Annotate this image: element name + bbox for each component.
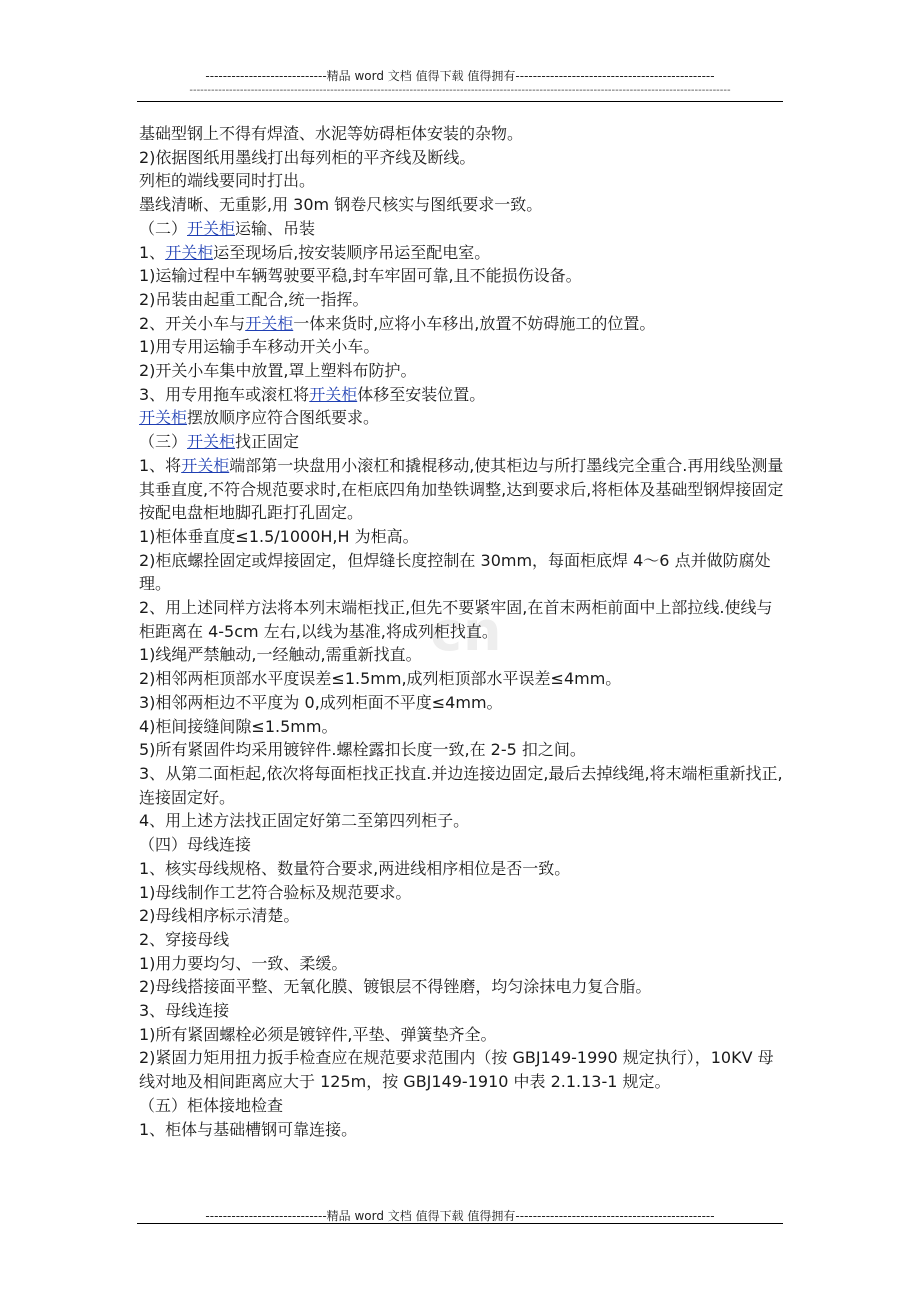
keyword-link[interactable]: 开关柜	[165, 242, 214, 262]
paragraph-text: 4、用上述方法找正固定好第二至第四列柜子。	[139, 811, 470, 831]
paragraph-text: 1)线绳严禁触动,一经触动,需重新找直。	[139, 645, 422, 665]
body-paragraph	[139, 809, 787, 833]
keyword-link[interactable]: 开关柜	[139, 408, 188, 428]
body-paragraph	[139, 335, 787, 359]
paragraph-text: 一体来货时,应将小车移出,放置不妨碍施工的位置。	[293, 313, 656, 333]
body-paragraph	[139, 525, 787, 549]
paragraph-text: 列柜的端线要同时打出。	[139, 171, 316, 191]
page-header-banner: ----------------------------精品 word 文档 值得下载 值得拥有----------------------------------------------	[205, 69, 715, 83]
keyword-link[interactable]: 开关柜	[309, 384, 358, 404]
paragraph-text: （五）柜体接地检查	[139, 1095, 284, 1115]
watermark-text: cn	[430, 600, 503, 663]
body-paragraph	[139, 406, 787, 430]
body-paragraph	[139, 952, 787, 976]
paragraph-text: 1)所有紧固螺栓必须是镀锌件,平垫、弹簧垫齐全。	[139, 1024, 497, 1044]
paragraph-text: 1)用专用运输手车移动开关小车。	[139, 337, 380, 357]
body-paragraph	[139, 217, 787, 241]
paragraph-text: 1、	[139, 242, 166, 262]
body-paragraph	[139, 904, 787, 928]
paragraph-text: 摆放顺序应符合图纸要求。	[187, 408, 380, 428]
keyword-link[interactable]: 开关柜	[187, 432, 236, 452]
paragraph-text: （三）	[139, 432, 188, 452]
body-paragraph	[139, 383, 787, 407]
paragraph-text: 基础型钢上不得有焊渣、水泥等妨碍柜体安装的杂物。	[139, 124, 524, 143]
paragraph-text: 找正固定	[235, 432, 300, 452]
paragraph-text: 1)用力要均匀、一致、柔缓。	[139, 953, 348, 973]
paragraph-text: 3、用专用拖车或滚杠将	[139, 384, 310, 404]
body-paragraph	[139, 288, 787, 312]
paragraph-text: 2)相邻两柜顶部水平度误差≤1.5mm,成列柜顶部水平误差≤4mm。	[139, 669, 622, 689]
paragraph-text: 1)运输过程中车辆驾驶要平稳,封车牢固可靠,且不能损伤设备。	[139, 266, 582, 286]
paragraph-text: 3)相邻两柜边不平度为 0,成列柜面不平度≤4mm。	[139, 692, 503, 712]
body-paragraph	[139, 738, 787, 762]
body-paragraph	[139, 549, 787, 596]
paragraph-text: 2)母线搭接面平整、无氧化膜、镀银层不得锉磨，均匀涂抹电力复合脂。	[139, 977, 652, 997]
paragraph-text: 3、母线连接	[139, 1001, 230, 1021]
page-footer-banner: ----------------------------精品 word 文档 值得下载 值得拥有----------------------------------------------	[205, 1209, 715, 1223]
body-paragraph	[139, 715, 787, 739]
paragraph-text: 2)母线相序标示清楚。	[139, 906, 300, 926]
paragraph-text: 1、将	[139, 455, 182, 475]
body-paragraph	[139, 169, 787, 193]
body-paragraph	[139, 146, 787, 170]
paragraph-text: 1、柜体与基础槽钢可靠连接。	[139, 1119, 358, 1139]
paragraph-text: 体移至安装位置。	[357, 384, 486, 404]
paragraph-text: （二）	[139, 218, 188, 238]
document-body	[139, 122, 787, 1141]
body-paragraph	[139, 643, 787, 667]
paragraph-text: 运至现场后,按安装顺序吊运至配电室。	[213, 242, 491, 262]
paragraph-text: 1、核实母线规格、数量符合要求,两进线相序相位是否一致。	[139, 858, 571, 878]
keyword-link[interactable]: 开关柜	[245, 313, 294, 333]
paragraph-text: 1)柜体垂直度≤1.5/1000H,H 为柜高。	[139, 526, 419, 546]
page-header-dashes: ------------------------------------------------------------------------------------------------------------------------------------------------------	[189, 85, 731, 96]
paragraph-text: （四）母线连接	[139, 835, 252, 855]
body-paragraph	[139, 241, 787, 265]
body-paragraph	[139, 193, 787, 217]
paragraph-text: 2)依据图纸用墨线打出每列柜的平齐线及断线。	[139, 147, 476, 167]
body-paragraph	[139, 596, 787, 643]
body-paragraph	[139, 1046, 787, 1093]
body-paragraph	[139, 667, 787, 691]
paragraph-text: 2、开关小车与	[139, 313, 246, 333]
paragraph-text: 3、从第二面柜起,依次将每面柜找正找直.并边连接边固定,最后去掉线绳,将末端柜重新找正,连接固定好。	[139, 763, 783, 807]
body-paragraph	[139, 928, 787, 952]
body-paragraph	[139, 762, 787, 809]
paragraph-text: 2)紧固力矩用扭力扳手检查应在规范要求范围内（按 GBJ149-1990 规定执行），10KV 母线对地及相间距离应大于 125m，按 GBJ149-1910 中表 2.1.13-1 规定。	[139, 1048, 774, 1092]
header-rule	[137, 101, 783, 102]
paragraph-text: 2、用上述同样方法将本列末端柜找正,但先不要紧牢固,在首末两柜前面中上部拉线.使线与柜距离在 4-5cm 左右,以线为基准,将成列柜找直。	[139, 598, 773, 641]
paragraph-text: 端部第一块盘用小滚杠和撬棍移动,使其柜边与所打墨线完全重合.再用线坠测量其垂直度,不符合规范要求时,在柜底四角加垫铁调整,达到要求后,将柜体及基础型钢焊接固定按配电盘柜地脚孔距打孔固定。	[139, 455, 784, 523]
body-paragraph	[139, 833, 787, 857]
body-paragraph	[139, 1023, 787, 1047]
body-paragraph	[139, 881, 787, 905]
paragraph-text: 2)开关小车集中放置,罩上塑料布防护。	[139, 361, 417, 381]
body-paragraph	[139, 122, 787, 146]
paragraph-text: 2)吊装由起重工配合,统一指挥。	[139, 289, 369, 309]
body-paragraph	[139, 999, 787, 1023]
body-paragraph	[139, 1094, 787, 1118]
paragraph-text: 5)所有紧固件均采用镀锌件.螺栓露扣长度一致,在 2-5 扣之间。	[139, 740, 586, 760]
paragraph-text: 2、穿接母线	[139, 929, 230, 949]
paragraph-text: 运输、吊装	[235, 218, 316, 238]
body-paragraph	[139, 975, 787, 999]
footer-rule	[137, 1223, 783, 1224]
paragraph-text: 2)柜底螺拴固定或焊接固定，但焊缝长度控制在 30mm，每面柜底焊 4～6 点并做防腐处理。	[139, 550, 771, 594]
paragraph-text: 4)柜间接缝间隙≤1.5mm。	[139, 716, 338, 736]
body-paragraph	[139, 1118, 787, 1142]
keyword-link[interactable]: 开关柜	[187, 218, 236, 238]
body-paragraph	[139, 691, 787, 715]
body-paragraph	[139, 359, 787, 383]
body-paragraph	[139, 454, 787, 525]
body-paragraph	[139, 264, 787, 288]
body-paragraph	[139, 857, 787, 881]
body-paragraph	[139, 430, 787, 454]
body-paragraph	[139, 312, 787, 336]
paragraph-text: 墨线清晰、无重影,用 30m 钢卷尺核实与图纸要求一致。	[139, 195, 543, 215]
paragraph-text: 1)母线制作工艺符合验标及规范要求。	[139, 882, 412, 902]
keyword-link[interactable]: 开关柜	[181, 455, 230, 475]
